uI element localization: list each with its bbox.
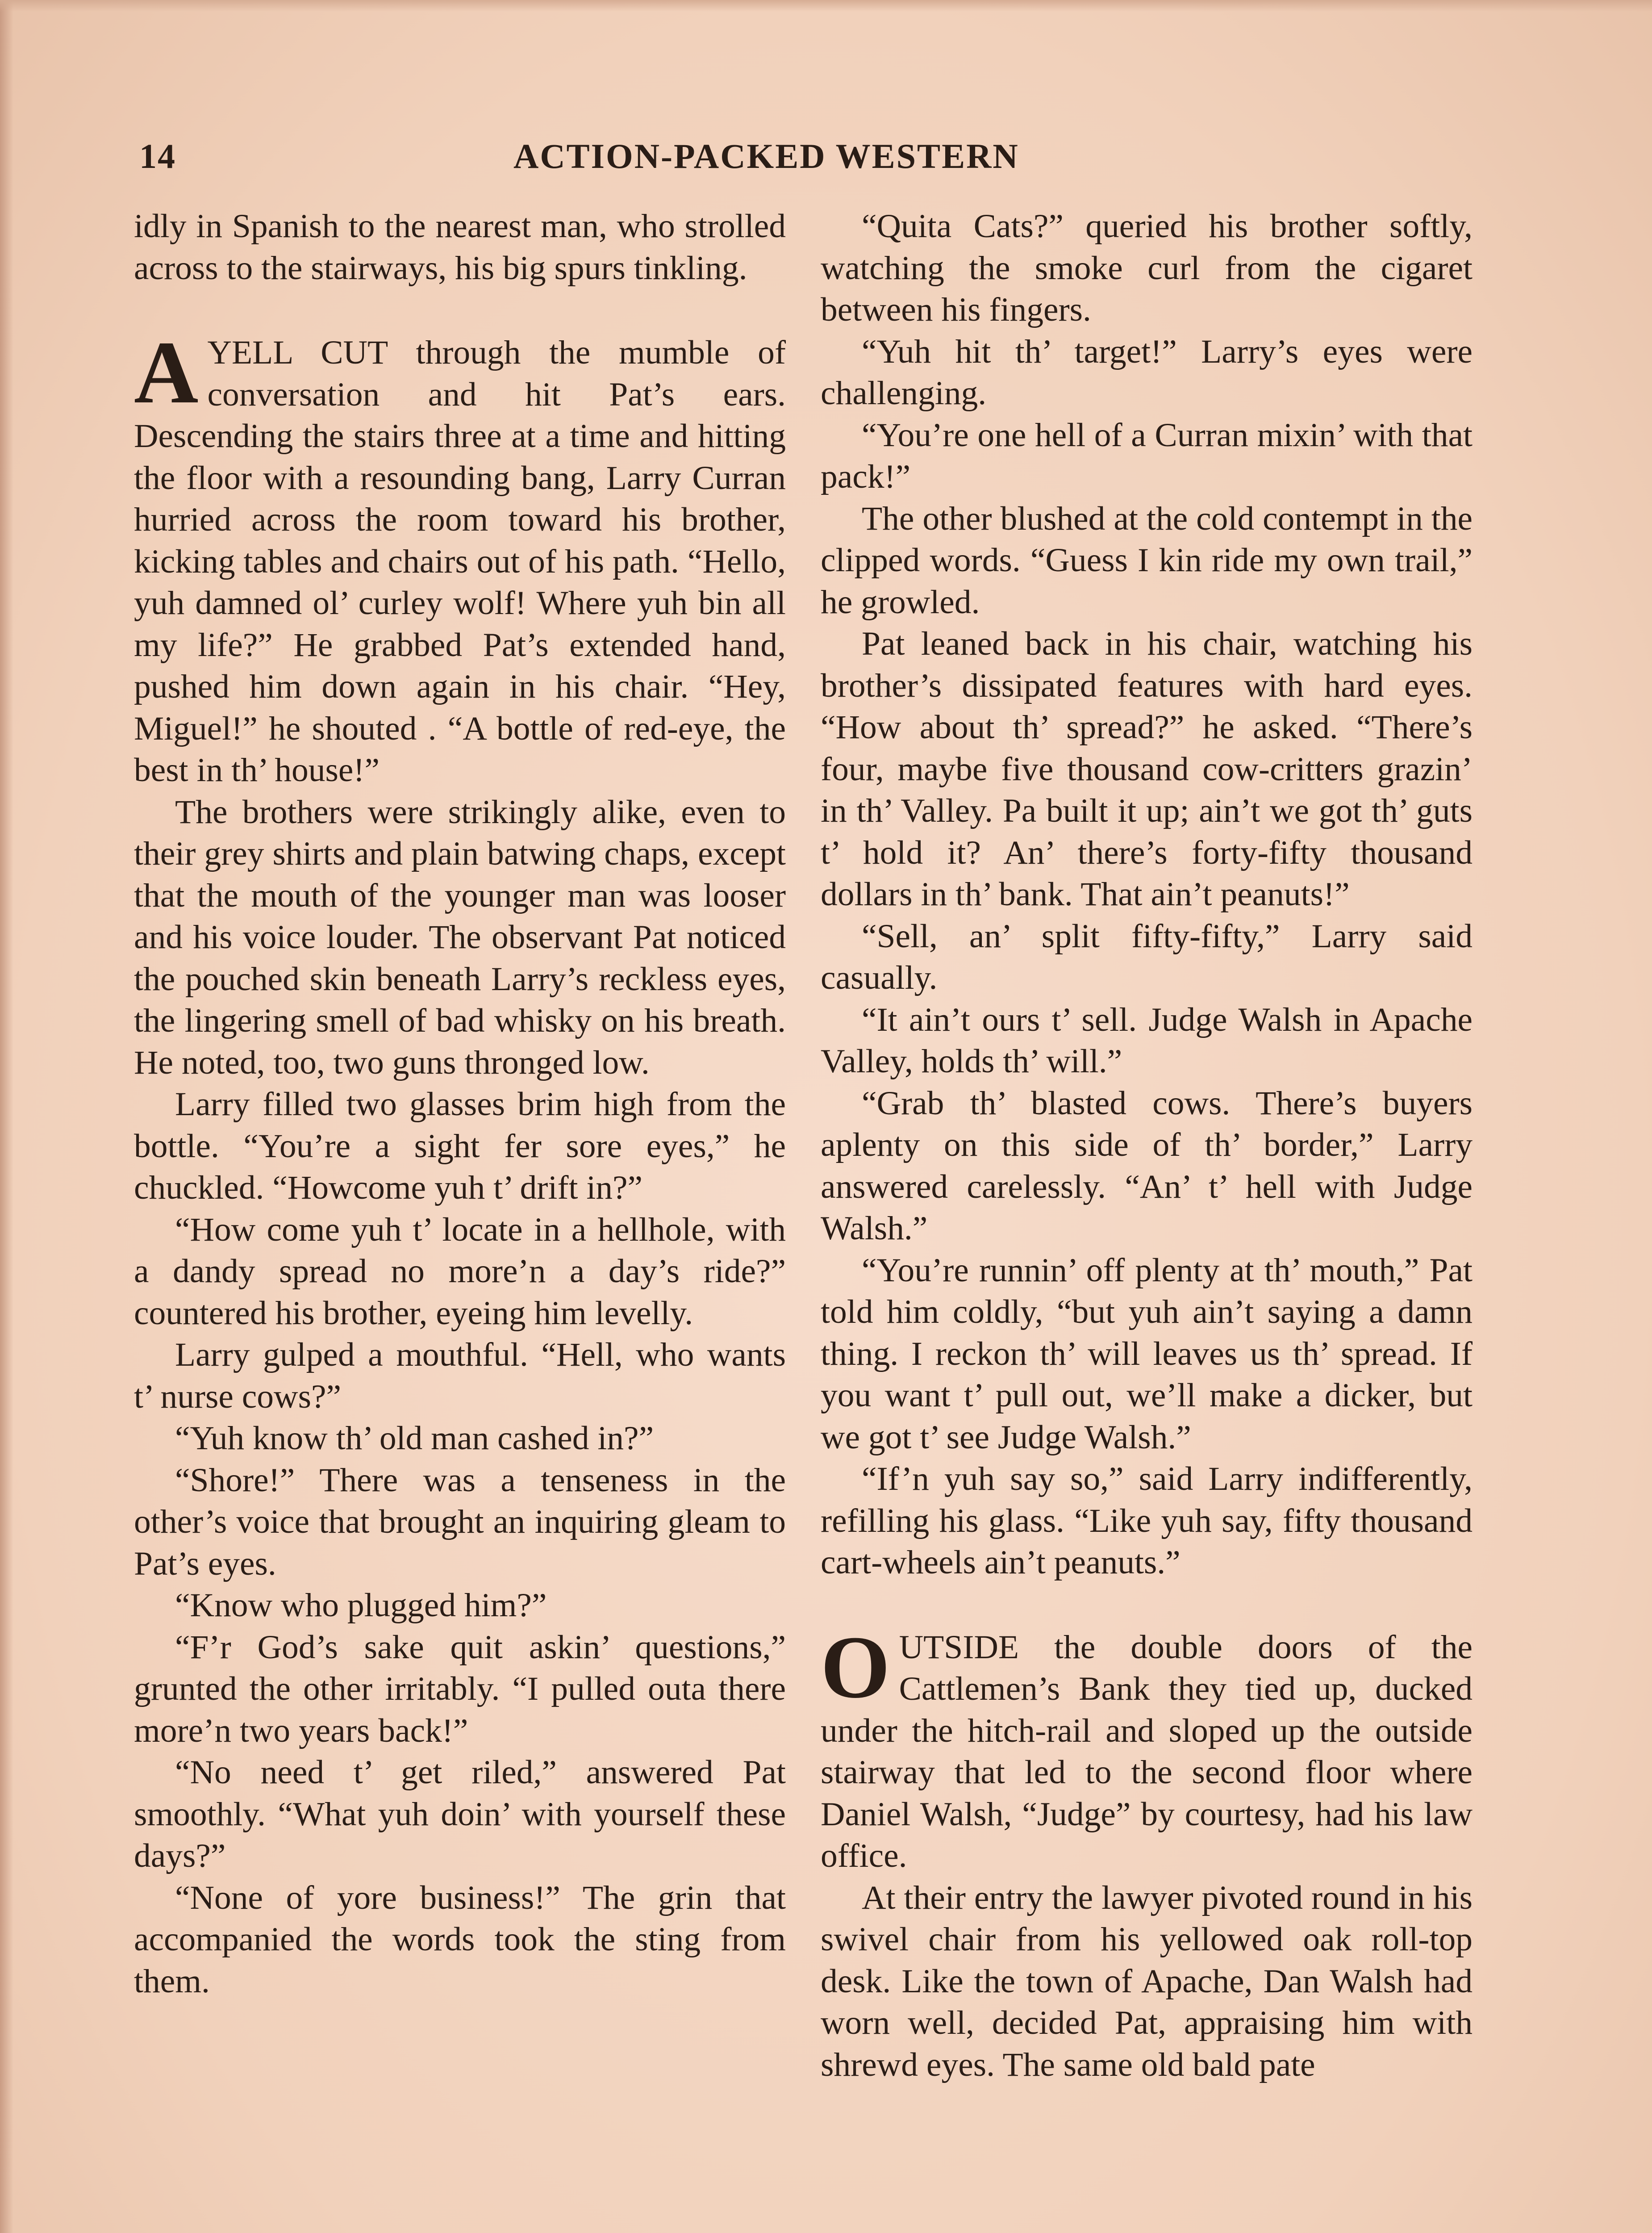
page-number: 14 bbox=[139, 137, 176, 176]
paragraph: “If’n yuh say so,” said Larry indifferently, refilling his glass. “Like yuh say, fifty thousand cart-wheels ain’t peanuts.” bbox=[821, 1460, 1473, 1581]
paragraph: The other blushed at the cold contempt in the clipped words. “Guess I kin ride my own trail,” he growled. bbox=[821, 500, 1473, 621]
paragraph: “Shore!” There was a tenseness in the other’s voice that brought an inquiring gleam to Pat’s eyes. bbox=[134, 1461, 786, 1582]
paragraph: “How come yuh t’ locate in a hellhole, with a dandy spread no more’n a day’s ride?” countered his brother, eyeing him levelly. bbox=[134, 1211, 786, 1332]
paragraph: “No need t’ get riled,” answered Pat smoothly. “What yuh doin’ with yourself these days?” bbox=[134, 1754, 786, 1874]
paragraph: “It ain’t ours t’ sell. Judge Walsh in Apache Valley, holds th’ will.” bbox=[821, 1001, 1473, 1080]
paragraph: The brothers were strikingly alike, even to their grey shirts and plain batwing chaps, except that the mouth of the younger man was looser and his voice louder. The observant Pat noticed the pouched skin beneath Larry’s reckless eyes, the lingering smell of bad whisky on his breath. He noted, too, two guns thronged low. bbox=[134, 793, 786, 1081]
page-edge-shadow-top bbox=[0, 0, 1652, 12]
section-opening-paragraph bbox=[134, 323, 786, 791]
paragraph: “You’re runnin’ off plenty at th’ mouth,” Pat told him coldly, “but yuh ain’t saying a damn thing. I reckon th’ will leaves us th’ spread. If you want t’ pull out, we’ll make a dicker, but we got t’ see Judge Walsh.” bbox=[821, 1251, 1473, 1456]
paragraph: “None of yore business!” The grin that accompanied the words took the sting from them. bbox=[134, 1879, 786, 2000]
running-head-title: ACTION-PACKED WESTERN bbox=[513, 137, 1019, 176]
drop-cap: O bbox=[821, 1618, 890, 1717]
text-column-left bbox=[134, 205, 786, 2002]
text-column-right bbox=[821, 205, 1473, 2086]
paragraph-text: YELL CUT through the mumble of conversation and hit Pat’s ears. Descending the stairs three at a time and hitting the floor with a resounding bang, Larry Curran hurried across the room toward his brother, kicking tables and chairs out of his path. “Hello, yuh damned ol’ curley wolf! Where yuh bin all my life?” He grabbed Pat’s extended hand, pushed him down again in his chair. “Hey, Miguel!” he shouted . “A bottle of red-eye, the best in th’ house!” bbox=[134, 334, 786, 789]
paragraph: “F’r God’s sake quit askin’ questions,” grunted the other irritably. “I pulled outa there more’n two years back!” bbox=[134, 1628, 786, 1749]
paragraph: “Quita Cats?” queried his brother softly, watching the smoke curl from the cigaret between his fingers. bbox=[821, 208, 1473, 328]
paragraph: “Yuh know th’ old man cashed in?” bbox=[175, 1420, 654, 1457]
paragraph-text: UTSIDE the double doors of the Cattlemen’s Bank they tied up, ducked under the hitch-rail and sloped up the outside stairway that led to the second floor where Daniel Walsh, “Judge” by courtesy, had his law office. bbox=[821, 1628, 1473, 1874]
paragraph: idly in Spanish to the nearest man, who strolled across to the stairways, his big spurs tinkling. bbox=[134, 208, 786, 287]
paragraph: Pat leaned back in his chair, watching his brother’s dissipated features with hard eyes. “How about th’ spread?” he asked. “There’s four, maybe five thousand cow-critters grazin’ in th’ Valley. Pa built it up; ain’t we got th’ guts t’ hold it? An’ there’s forty-fifty thousand dollars in th’ bank. That ain’t peanuts!” bbox=[821, 625, 1473, 913]
paragraph: “Grab th’ blasted cows. There’s buyers aplenty on this side of th’ border,” Larry answered carelessly. “An’ t’ hell with Judge Walsh.” bbox=[821, 1084, 1473, 1247]
paragraph: “Know who plugged him?” bbox=[175, 1587, 547, 1624]
paragraph: “You’re one hell of a Curran mixin’ with that pack!” bbox=[821, 416, 1473, 495]
drop-cap: A bbox=[134, 323, 199, 422]
page-edge-shadow-left bbox=[0, 0, 13, 2233]
paragraph: At their entry the lawyer pivoted round in his swivel chair from his yellowed oak roll-top desk. Like the town of Apache, Dan Walsh had worn well, decided Pat, appraising him with shrewd eyes. The same old bald pate bbox=[821, 1879, 1473, 2083]
paragraph: “Sell, an’ split fifty-fifty,” Larry said casually. bbox=[821, 917, 1473, 996]
paragraph: “Yuh hit th’ target!” Larry’s eyes were challenging. bbox=[821, 333, 1473, 412]
paragraph: Larry gulped a mouthful. “Hell, who wants t’ nurse cows?” bbox=[134, 1336, 786, 1415]
paragraph: Larry filled two glasses brim high from the bottle. “You’re a sight fer sore eyes,” he chuckled. “Howcome yuh t’ drift in?” bbox=[134, 1086, 786, 1206]
section-opening-paragraph bbox=[821, 1618, 1473, 1877]
